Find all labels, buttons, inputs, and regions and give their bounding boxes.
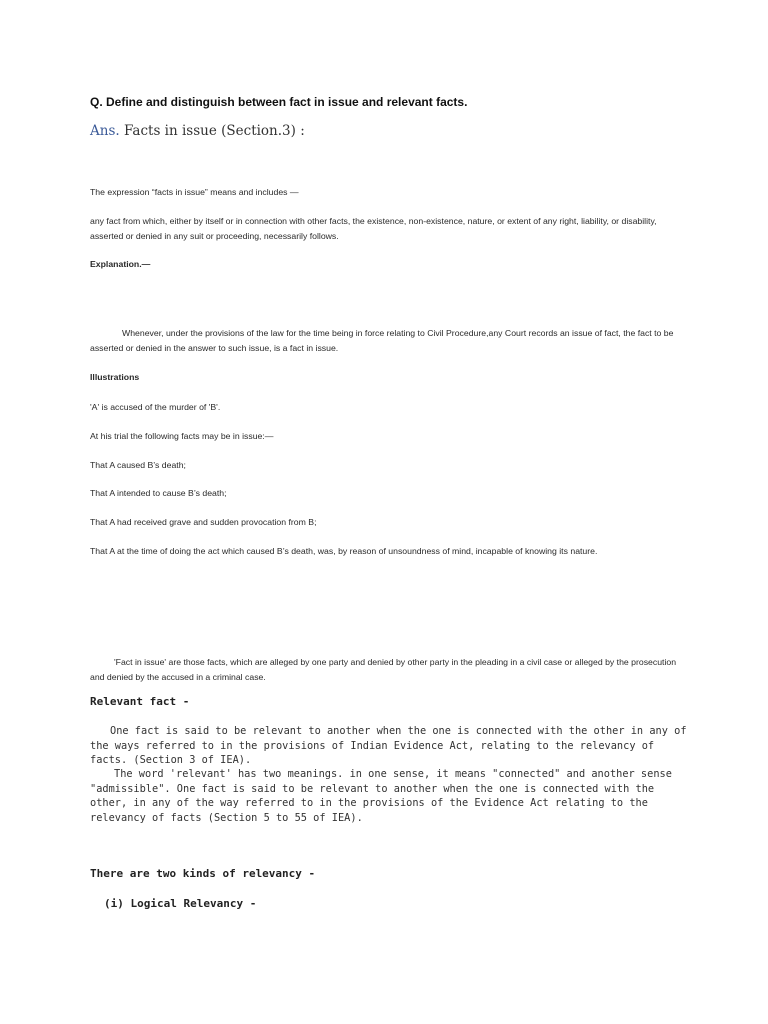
- illustration-item: That A at the time of doing the act which caused B’s death, was, by reason of unsoundness of mind, incapable of knowing its nature.: [90, 546, 598, 556]
- illustration-item: That A caused B’s death;: [90, 460, 186, 470]
- answer-heading-text: Facts in issue (Section.3) :: [123, 123, 305, 139]
- illustration-item: That A had received grave and sudden provocation from B;: [90, 517, 317, 527]
- kinds-heading: There are two kinds of relevancy -: [90, 867, 316, 880]
- question-title: Q. Define and distinguish between fact in issue and relevant facts.: [90, 95, 468, 109]
- relevant-fact-para1: One fact is said to be relevant to another when the one is connected with the other in any of the ways referred to in the provisions of Indian Evidence Act, relating to the relevancy of facts. (Section 3 of IEA).: [90, 725, 687, 766]
- fact-in-issue-summary: 'Fact in issue' are those facts, which are alleged by one party and denied by other party in the pleading in a civil case or alleged by the prosecution and denied by the accused in a criminal case.: [90, 657, 677, 682]
- definition-body: any fact from which, either by itself or in connection with other facts, the existence, non-existence, nature, or extent of any right, liability, or disability, asserted or denied in any suit or proceeding, necessarily follows.: [90, 216, 657, 241]
- logical-relevancy-heading: (i) Logical Relevancy -: [104, 897, 257, 910]
- relevant-fact-heading: Relevant fact -: [90, 695, 190, 708]
- answer-heading: [90, 123, 690, 139]
- explanation-label: Explanation.—: [90, 259, 151, 269]
- illustration-item: 'A' is accused of the murder of 'B'.: [90, 402, 221, 412]
- answer-label: Ans.: [90, 123, 120, 139]
- illustrations-label: Illustrations: [90, 372, 140, 382]
- illustration-item: That A intended to cause B’s death;: [90, 488, 227, 498]
- definition-intro: The expression “facts in issue” means and includes —: [90, 187, 299, 197]
- illustration-item: At his trial the following facts may be in issue:—: [90, 431, 274, 441]
- explanation-body: Whenever, under the provisions of the law for the time being in force relating to Civil Procedure,any Court records an issue of fact, the fact to be asserted or denied in the answer to such issue, is a fact in issue.: [90, 328, 674, 353]
- relevant-fact-para2: The word 'relevant' has two meanings. in one sense, it means "connected" and another sense "admissible". One fact is said to be relevant to another when the one is connected with the other, in any of the way referred to in the provisions of the Evidence Act relating to the relevancy of facts (Section 5 to 55 of IEA).: [90, 768, 672, 824]
